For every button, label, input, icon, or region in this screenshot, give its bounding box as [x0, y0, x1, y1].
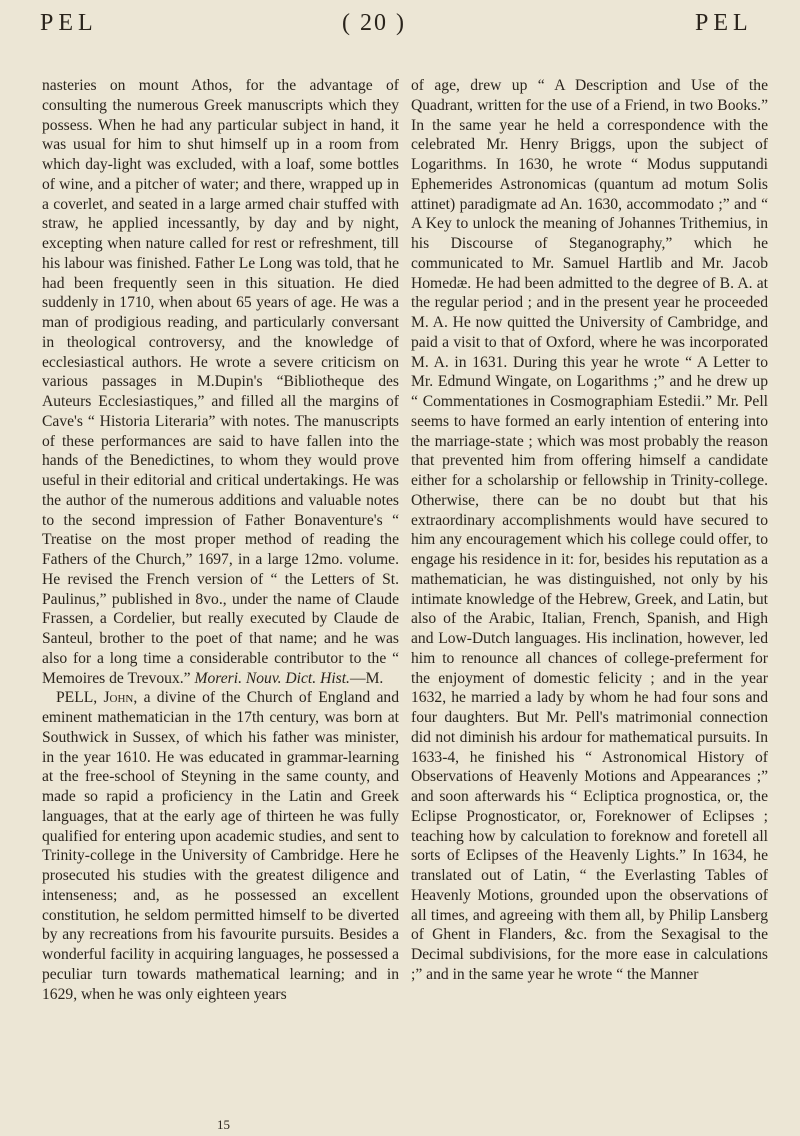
source-citation: Moreri. Nouv. Dict. Hist.	[194, 669, 350, 687]
running-head-left: PEL	[40, 10, 98, 36]
author-initial: —M.	[349, 669, 384, 687]
page-header	[0, 0, 800, 40]
paragraph-le-nourry	[42, 76, 399, 688]
right-column	[411, 76, 768, 985]
running-head-right: PEL	[695, 10, 753, 36]
paragraph-pell-continued: of age, drew up “ A Description and Use of the Quadrant, written for the use of a Friend, in two Books.” In the same year he held a correspondence with the celebrated Mr. Henry Briggs, upon the subject of Logarithms. In 1630, he wrote “ Modus supputandi Ephemerides Astronomicas (quantum ad motum Solis attinet) paradigmate ad An. 1630, accommodato ;” and “ A Key to unlock the meaning of Johannes Trithemius, in his Discourse of Steganography,” which he communicated to Mr. Samuel Hartlib and Mr. Jacob Homedæ. He had been admitted to the degree of B. A. at the regular period ; and in the present year he proceeded M. A. He now quitted the University of Cambridge, and paid a visit to that of Oxford, where he was incorporated M. A. in 1631. During this year he wrote “ A Letter to Mr. Edmund Wingate, on Logarithms ;” and he drew up “ Commentationes in Cosmographiam Estedii.” Mr. Pell seems to have formed an early intention of entering into the marriage-state ; which was most probably the reason that prevented him from offering himself a candidate either for a scholarship or fellowship in Trinity-college. Otherwise, there can be no doubt but that his extraordinary accomplishments would have secured to him any encouragement which his college could offer, to engage his residence in it: for, besides his reputation as a mathematician, he was distinguished, not only by his intimate knowledge of the Hebrew, Greek, and Latin, but also of the Arabic, Italian, French, Spanish, and High and Low-Dutch languages. His inclination, however, led him to renounce all chances of college-preferment for the enjoyment of domestic felicity ; and in the year 1632, he married a lady by whom he had four sons and four daughters. But Mr. Pell's matrimonial connection did not diminish his ardour for mathematical pursuits. In 1633-4, he finished his “ Astronomical History of Observations of Heavenly Motions and Appearances ;” and soon afterwards his “ Ecliptica prognostica, or, the Eclipse Prognosticator, or, Foreknower of Eclipses ; teaching how by calculation to foreknow and foretell all sorts of Eclipses of the Heavenly Lights.” In 1634, he translated out of Latin, “ the Everlasting Tables of Heavenly Motions, grounded upon the observations of all times, and agreeing with them all, by Philip Lansberg of Ghent in Flanders, &c. from the Sexagisal to the Decimal subdivisions, for the more ease in calculations ;” and in the same year he wrote “ the Manner	[411, 77, 768, 983]
paragraph-pell	[42, 688, 399, 1004]
entry-name: PELL, John,	[56, 689, 138, 707]
paragraph-text: a divine of the Church of England and eminent mathematician in the 17th century, was born at Southwick in Sussex, of which his father was minister, in the year 1610. He was educated in grammar-learning at the free-school of Steyning in the same county, and made so rapid a proficiency in the Latin and Greek languages, that at the early age of thirteen he was fully qualified for entering upon academic studies, and sent to Trinity-college in the University of Cambridge. Here he prosecuted his studies with the greatest diligence and intenseness; and, as he possessed an excellent constitution, he seldom permitted himself to be diverted by any recreations from his favourite pursuits. Besides a wonderful facility in acquiring languages, he possessed a peculiar turn towards mathematical learning; and in 1629, when he was only eighteen years	[42, 689, 399, 1003]
printer-signature: 15	[217, 1117, 230, 1132]
paragraph-text: nasteries on mount Athos, for the advantage of consulting the numerous Greek manuscripts which they possess. When he had any particular subject in hand, it was usual for him to shut himself up in a room from which day-light was excluded, with a loaf, some bottles of wine, and a pitcher of water; and there, wrapped up in a coverlet, and seated in a large armed chair stuffed with straw, he applied incessantly, by day and by night, excepting when nature called for rest or refreshment, till his labour was finished. Father Le Long was told, that he had been frequently seen in this situation. He died suddenly in 1710, when about 65 years of age. He was a man of prodigious reading, and particularly conversant in theological controversy, and the knowledge of ecclesiastical authors. He wrote a severe criticism on various passages in M.Dupin's “Bibliotheque des Auteurs Ecclesiastiques,” and filled all the margins of Cave's “ Historia Literaria” with notes. The manuscripts of these performances are said to have fallen into the hands of the Benedictines, to whom they would prove useful in their editorial and critical undertakings. He was the author of the numerous additions and valuable notes to the second impression of Father Bonaventure's “ Treatise on the most proper method of reading the Fathers of the Church,” 1697, in a large 12mo. volume. He revised the French version of “ the Letters of St. Paulinus,” published in 8vo., under the name of Claude Frassen, a Cordelier, but really executed by Claude de Santeul, brother to the poet of that name; and he was also for a long time a considerable contributor to the “ Memoires de Trevoux.”	[42, 77, 399, 687]
page-number: ( 20 )	[342, 10, 406, 36]
left-column	[42, 76, 399, 1004]
